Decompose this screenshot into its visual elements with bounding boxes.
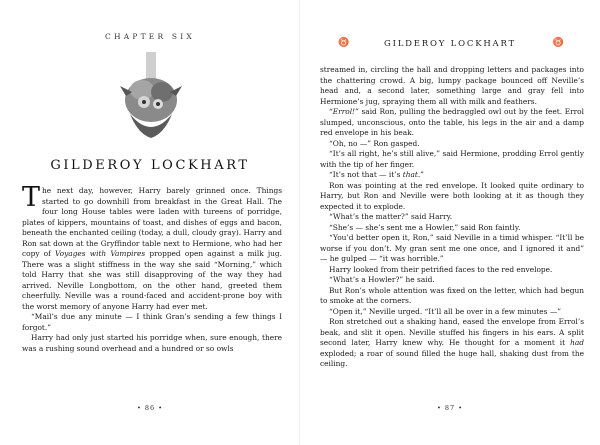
drop-cap: T <box>22 182 41 213</box>
ornament-icon: ♉ <box>552 38 564 48</box>
paragraph: “What’s a Howler?” he said. <box>329 275 435 284</box>
paragraph <box>320 317 584 370</box>
paragraph: “She’s — she’s sent me a Howler,” said Ron faintly. <box>329 222 521 232</box>
paragraph: “It’s all right, he’s still alive,” said Hermione, prodding Errol gently with the tip of her finger. <box>320 149 584 169</box>
book-title: Voyages with Vampires <box>55 249 146 258</box>
paragraph <box>22 182 282 312</box>
text-span: .” <box>417 170 424 179</box>
ornament-icon: ♉ <box>338 38 350 48</box>
text-span: “It’s not that — it’s <box>329 170 403 179</box>
page-number: • 87 • <box>436 404 464 412</box>
left-body-text <box>22 182 282 354</box>
paragraph: streamed in, circling the hall and dropping letters and packages into the chattering crowd. A big, lumpy package bounced off Neville’s head and, a second later, something large and gray fell into Hermione’s jug, spraying them all with milk and feathers. <box>320 65 584 106</box>
paragraph: Ron was pointing at the red envelope. It looked quite ordinary to Harry, but Ron and Neville were both looking at it as though they expected it to explode. <box>320 180 584 211</box>
paragraph: “Open it,” Neville urged. “It’ll all be over in a few minutes —” <box>329 306 561 316</box>
paragraph: “What’s the matter?” said Harry. <box>329 212 453 221</box>
text-span: said Ron, pulling the bedraggled owl out by the feet. Errol slumped, unconscious, onto the table, his legs in the air and a damp red envelope in his beak. <box>320 107 584 137</box>
emphasis: that <box>402 170 418 179</box>
text-span: propped open against a milk jug. There was a slight stiffness in the way she said “Morning,” which told Harry that she was still disapproving of the way they had arrived. Neville Longbottom, on the other hand, greeted them cheerfully. Neville was a round-faced and accident-prone boy with the worst memory of anyone Harry had ever met. <box>22 249 282 311</box>
paragraph: But Ron’s whole attention was fixed on the letter, which had begun to smoke at the corners. <box>320 285 584 305</box>
right-body-text <box>320 65 584 370</box>
text-span: he next day, however, Harry barely grinned once. Things started to go downhill from breakfast in the Great Hall. The four long House tables were laden with tureens of porridge, plates of kippers, mountains of toast, and dishes of eggs and bacon, beneath the enchanted ceiling (today, a dull, cloudy gray). Harry and Ron sat down at the Gryffindor table next to Hermione, who had her copy of <box>22 186 282 258</box>
page-number: • 86 • <box>136 404 164 412</box>
paragraph <box>320 107 584 139</box>
emphasis: had <box>570 338 584 347</box>
chapter-number: CHAPTER SIX <box>105 32 195 41</box>
paragraph <box>320 170 584 181</box>
text-span: Ron stretched out a shaking hand, eased the envelope from Errol’s beak, and slit it open. Neville stuffed his fingers in his ears. A split second later, Harry knew why. He thought for a moment it <box>320 317 584 347</box>
text-span: exploded; a roar of sound filled the huge hall, shaking dust from the ceiling. <box>320 348 584 368</box>
paragraph: “Mail’s due any minute — I think Gran’s sending a few things I forgot.” <box>22 312 282 332</box>
chapter-illustration <box>118 52 184 144</box>
right-page <box>300 0 600 445</box>
paragraph: “Oh, no —” Ron gasped. <box>329 138 420 148</box>
paragraph: “You’d better open it, Ron,” said Neville in a timid whisper. “It’ll be worse if you don’t. My gran sent me one once, and I ignored it and” — he gulped — “it was horrible.” <box>320 233 584 263</box>
running-head: GILDEROY LOCKHART <box>383 39 517 49</box>
chapter-title: GILDEROY LOCKHART <box>50 158 250 173</box>
paragraph: Harry had only just started his porridge when, sure enough, there was a rushing sound overhead and a hundred or so owls <box>22 333 282 353</box>
emphasis: “Errol!” <box>329 107 359 116</box>
paragraph: Harry looked from their petrified faces to the red envelope. <box>329 264 553 274</box>
running-header <box>300 39 600 51</box>
